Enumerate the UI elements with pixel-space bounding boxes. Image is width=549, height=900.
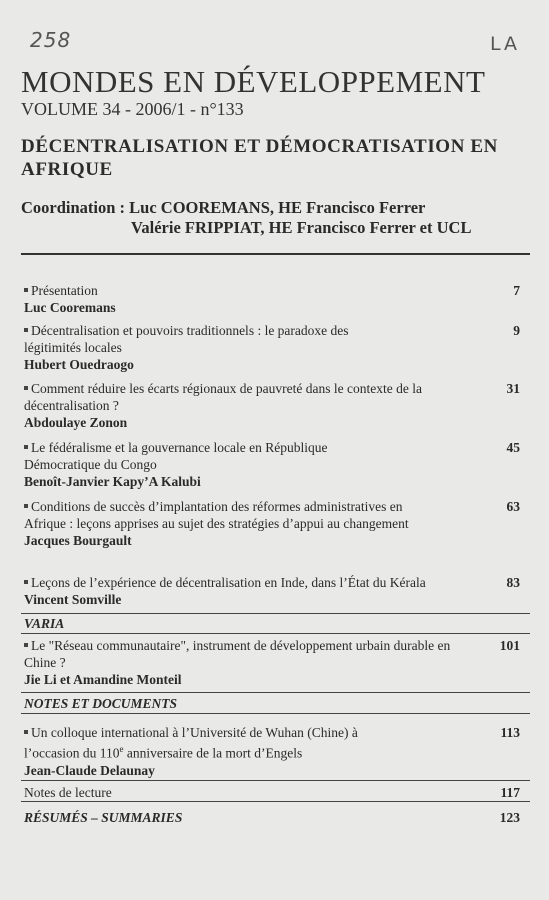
entry-page: 101 — [499, 638, 520, 653]
entry-title: Le "Réseau communautaire", instrument de développement urbain durable en Chine ? — [24, 638, 451, 670]
bullet-icon — [24, 386, 28, 390]
bullet-icon — [24, 643, 28, 647]
entry-title: Présentation — [31, 283, 98, 298]
entry-page: 63 — [506, 499, 520, 514]
summaries-label: RÉSUMÉS – SUMMARIES — [24, 810, 183, 825]
bullet-icon — [24, 328, 28, 332]
reading-notes-label: Notes de lecture — [24, 785, 112, 800]
issue-title: DÉCENTRALISATION ET DÉMOCRATISATION EN AFRIQUE — [21, 136, 498, 180]
section-divider — [21, 633, 530, 634]
toc-entry — [24, 439, 524, 490]
section-divider — [21, 613, 530, 614]
bullet-icon — [24, 504, 28, 508]
section-divider — [21, 692, 530, 693]
entry-author: Jacques Bourgault — [24, 533, 132, 548]
toc-entry — [24, 498, 524, 549]
entry-title: Leçons de l’expérience de décentralisation en Inde, dans l’État du Kérala — [31, 575, 426, 590]
entry-page: 113 — [500, 725, 520, 740]
entry-page: 45 — [506, 440, 520, 455]
entry-page: 7 — [513, 283, 520, 298]
entry-author: Benoît-Janvier Kapy’A Kalubi — [24, 474, 201, 489]
entry-page: 83 — [506, 575, 520, 590]
volume-info: VOLUME 34 - 2006/1 - n°133 — [21, 99, 244, 119]
entry-title-part2: anniversaire de la mort d’Engels — [123, 745, 303, 761]
entry-author: Hubert Ouedraogo — [24, 357, 134, 372]
entry-author: Jean-Claude Delaunay — [24, 762, 155, 778]
entry-author: Abdoulaye Zonon — [24, 415, 128, 430]
toc-entry — [24, 784, 524, 801]
varia-heading: VARIA — [24, 616, 65, 631]
toc-entry — [24, 574, 524, 608]
entry-page: 123 — [499, 810, 520, 825]
section-divider — [21, 801, 530, 802]
entry-page: 117 — [500, 785, 520, 800]
bullet-icon — [24, 288, 28, 292]
journal-title: MONDES EN DÉVELOPPEMENT — [21, 64, 486, 99]
entry-title-part1: Un colloque international à l’Université de Wuhan (Chine) à l’occasion du 110 — [24, 725, 358, 761]
toc-entry — [24, 724, 524, 779]
toc-entry — [24, 380, 524, 431]
coordination-line-1: Coordination : Luc COOREMANS, HE Francisco Ferrer — [21, 198, 426, 217]
entry-page: 9 — [513, 323, 520, 338]
entry-title: Conditions de succès d’implantation des réformes administratives en Afrique : leçons apprises au sujet des stratégies d’appui au changement — [24, 499, 409, 531]
entry-author: Vincent Somville — [24, 592, 122, 607]
entry-title: Comment réduire les écarts régionaux de pauvreté dans le contexte de la décentralisation ? — [24, 381, 422, 413]
entry-page: 31 — [506, 381, 520, 396]
section-divider — [21, 713, 530, 714]
bullet-icon — [24, 730, 28, 734]
toc-entry — [24, 637, 524, 688]
bullet-icon — [24, 580, 28, 584]
coordination-line-2: Valérie FRIPPIAT, HE Francisco Ferrer et UCL — [131, 218, 472, 237]
bullet-icon — [24, 445, 28, 449]
header-rule — [21, 253, 530, 255]
handwritten-initials: LA — [490, 33, 521, 55]
toc-entry — [24, 809, 524, 826]
entry-title: Le fédéralisme et la gouvernance locale en République Démocratique du Congo — [24, 440, 328, 472]
entry-title: Décentralisation et pouvoirs traditionnels : le paradoxe des légitimités locales — [24, 323, 349, 355]
entry-title-superscript: e — [119, 744, 124, 754]
handwritten-number: 258 — [30, 28, 72, 52]
toc-entry — [24, 282, 524, 316]
entry-author: Luc Cooremans — [24, 300, 116, 315]
notes-heading: NOTES ET DOCUMENTS — [24, 696, 178, 711]
toc-entry — [24, 322, 524, 373]
entry-author: Jie Li et Amandine Monteil — [24, 672, 182, 687]
section-divider — [21, 780, 530, 781]
